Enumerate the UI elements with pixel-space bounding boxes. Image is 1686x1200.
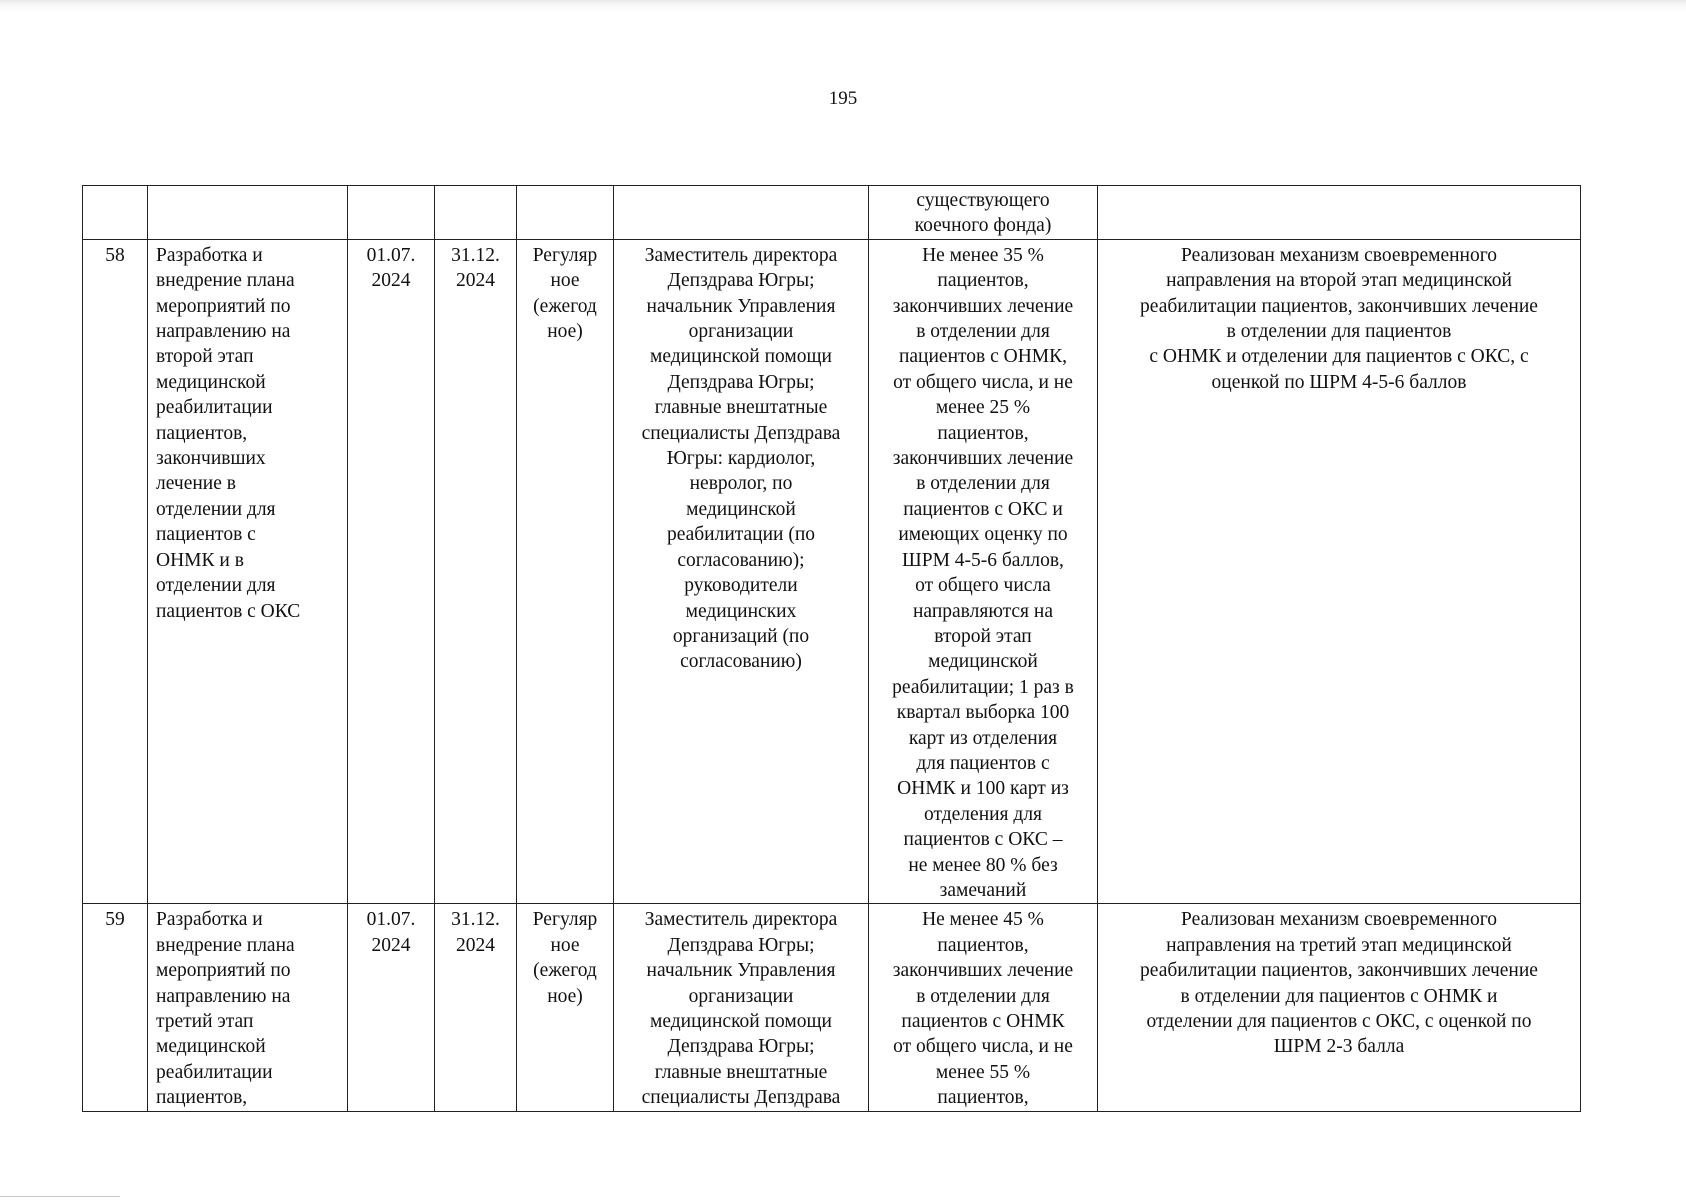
cell-name: Разработка и внедрение плана мероприятий по направлению на третий этап медицинской реабилитации пациентов, — [148, 904, 348, 1111]
cell-periodicity — [517, 186, 614, 240]
cell-start-date: 01.07. 2024 — [348, 239, 435, 904]
cell-start-date: 01.07. 2024 — [348, 904, 435, 1111]
cell-periodicity: Регуляр ное (ежегод ное) — [517, 239, 614, 904]
cell-num: 59 — [83, 904, 148, 1111]
cell-num: 58 — [83, 239, 148, 904]
table-row — [83, 904, 1581, 1111]
cell-start-date — [348, 186, 435, 240]
page-number: 195 — [828, 88, 858, 109]
cell-indicator: существующего коечного фонда) — [869, 186, 1098, 240]
cell-responsible: Заместитель директора Депздрава Югры; начальник Управления организации медицинской помощи Депздрава Югры; главные внештатные специалисты Депздрава — [614, 904, 869, 1111]
cell-end-date — [435, 186, 517, 240]
cell-responsible: Заместитель директора Депздрава Югры; начальник Управления организации медицинской помощи Депздрава Югры; главные внештатные специалисты Депздрава Югры: кардиолог, невролог, по медицинской реабилитации (по согласованию); руководители медицинских организаций (по согласованию) — [614, 239, 869, 904]
cell-indicator: Не менее 45 % пациентов, закончивших лечение в отделении для пациентов с ОНМК от общего числа, и не менее 55 % пациентов, — [869, 904, 1098, 1111]
table-row-continuation — [83, 186, 1581, 240]
cell-end-date: 31.12. 2024 — [435, 239, 517, 904]
cell-num — [83, 186, 148, 240]
measures-table — [82, 185, 1581, 1112]
cell-responsible — [614, 186, 869, 240]
table-row — [83, 239, 1581, 904]
cell-periodicity: Регуляр ное (ежегод ное) — [517, 904, 614, 1111]
scan-bottom-mark — [0, 1196, 120, 1197]
scan-top-edge — [0, 0, 1686, 14]
cell-result: Реализован механизм своевременного направления на третий этап медицинской реабилитации пациентов, закончивших лечение в отделении для пациентов с ОНМК и отделении для пациентов с ОКС, с оценкой по ШРМ 2-3 балла — [1098, 904, 1581, 1111]
cell-name: Разработка и внедрение плана мероприятий по направлению на второй этап медицинской реабилитации пациентов, закончивших лечение в отделении для пациентов с ОНМК и в отделении для пациентов с ОКС — [148, 239, 348, 904]
cell-result — [1098, 186, 1581, 240]
cell-indicator: Не менее 35 % пациентов, закончивших лечение в отделении для пациентов с ОНМК, от общего числа, и не менее 25 % пациентов, закончивших лечение в отделении для пациентов с ОКС и имеющих оценку по ШРМ 4-5-6 баллов, от общего числа направляются на второй этап медицинской реабилитации; 1 раз в квартал выборка 100 карт из отделения для пациентов с ОНМК и 100 карт из отделения для пациентов с ОКС – не менее 80 % без замечаний — [869, 239, 1098, 904]
cell-name — [148, 186, 348, 240]
cell-end-date: 31.12. 2024 — [435, 904, 517, 1111]
cell-result: Реализован механизм своевременного направления на второй этап медицинской реабилитации пациентов, закончивших лечение в отделении для пациентов с ОНМК и отделении для пациентов с ОКС, с оценкой по ШРМ 4-5-6 баллов — [1098, 239, 1581, 904]
